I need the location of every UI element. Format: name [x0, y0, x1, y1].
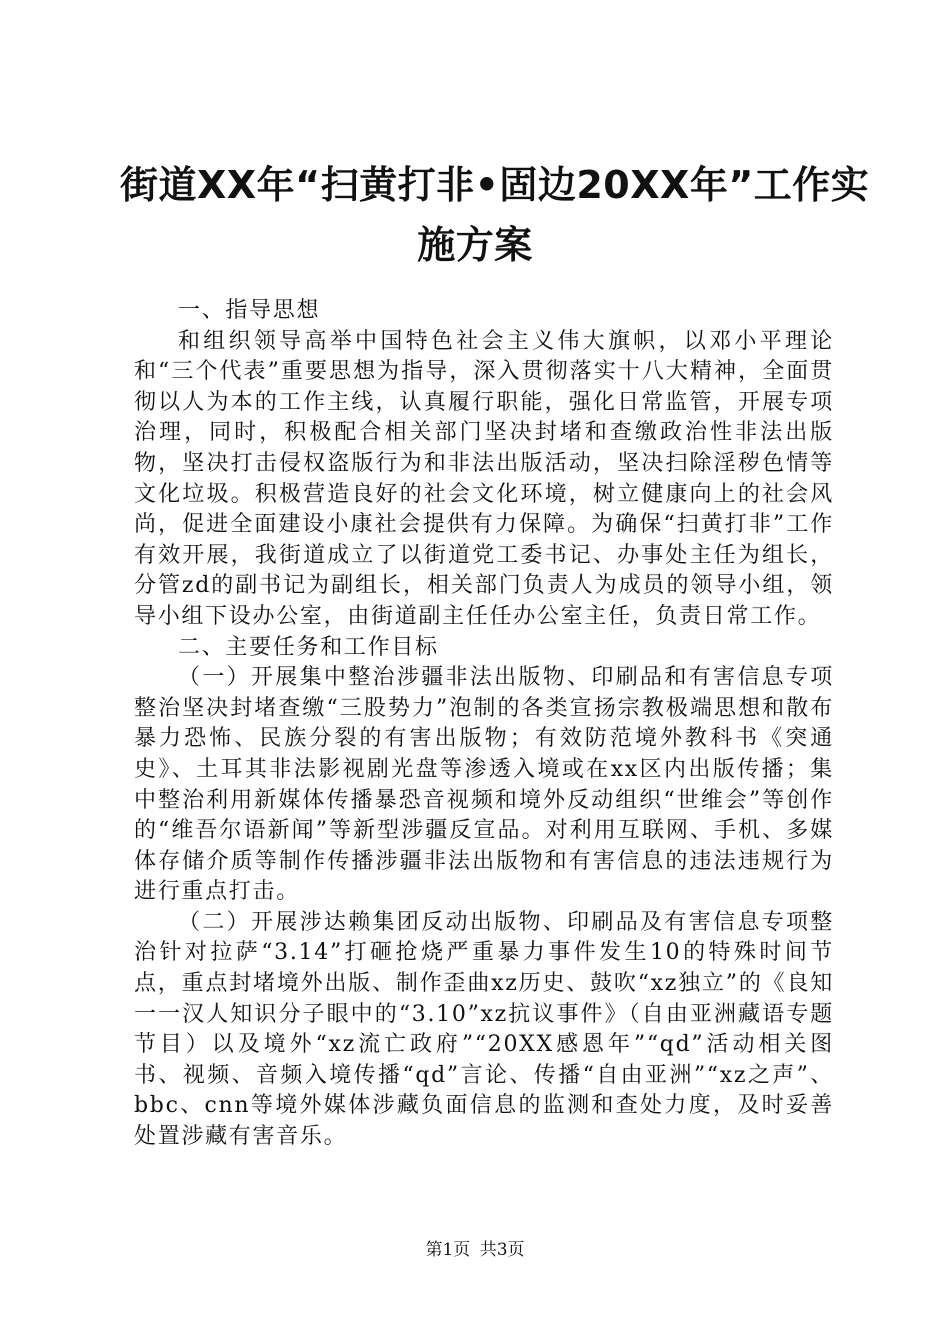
document-title-line-2: 施方案 [417, 223, 533, 267]
section-heading-guiding-ideology: 一、指导思想 [178, 298, 321, 323]
section-heading-main-tasks: 二、主要任务和工作目标 [178, 634, 439, 660]
paragraph-guiding-ideology: 和组织领导高举中国特色社会主义伟大旗帜，以邓小平理论和“三个代表”重要思想为指导，深入贯彻落实十八大精神，全面贯彻以人为本的工作主线，认真履行职能，强化日常监管，开展专项治理，同时，积极配合相关部门坚决封堵和查缴政治性非法出版物，坚决打击侵权盗版行为和非法出版活动，坚决扫除淫秽色情等文化垃圾。积极营造良好的社会文化环境，树立健康向上的社会风尚，促进全面建设小康社会提供有力保障。为确保“扫黄打非”工作有效开展，我街道成立了以街道党工委书记、办事处主任为组长，分管zd的副书记为副组长，相关部门负责人为成员的领导小组，领导小组下设办公室，由街道副主任任办公室主任，负责日常工作。 [134, 328, 834, 629]
document-title-line-1: 街道XX年“扫黄打非•固边20XX年”工作实 [120, 163, 870, 207]
paragraph-task-2: （二）开展涉达赖集团反动出版物、印刷品及有害信息专项整治针对拉萨“3.14”打砸抢烧严重暴力事件发生10的特殊时间节点，重点封堵境外出版、制作歪曲xz历史、鼓吹“xz独立”的《良知一一汉人知识分子眼中的“3.10”xz抗议事件》（自由亚洲藏语专题节目）以及境外“xz流亡政府”“20XX感恩年”“qd”活动相关图书、视频、音频入境传播“qd”言论、传播“自由亚洲”“xz之声”、bbc、cnn等境外媒体涉藏负面信息的监测和查处力度，及时妥善处置涉藏有害音乐。 [134, 909, 834, 1150]
page-footer [0, 1240, 950, 1260]
paragraph-task-1: （一）开展集中整治涉疆非法出版物、印刷品和有害信息专项整治坚决封堵查缴“三股势力”泡制的各类宣扬宗教极端思想和散布暴力恐怖、民族分裂的有害出版物；有效防范境外教科书《突通史》、土耳其非法影视剧光盘等渗透入境或在xx区内出版传播；集中整治利用新媒体传播暴恐音视频和境外反动组织“世维会”等创作的“维吾尔语新闻”等新型涉疆反宣品。对利用互联网、手机、多媒体存储介质等制作传播涉疆非法出版物和有害信息的违法违规行为进行重点打击。 [134, 665, 834, 905]
page-number: 第1页 [425, 1240, 471, 1260]
document-body [134, 296, 834, 1153]
page-total: 共3页 [479, 1240, 525, 1260]
